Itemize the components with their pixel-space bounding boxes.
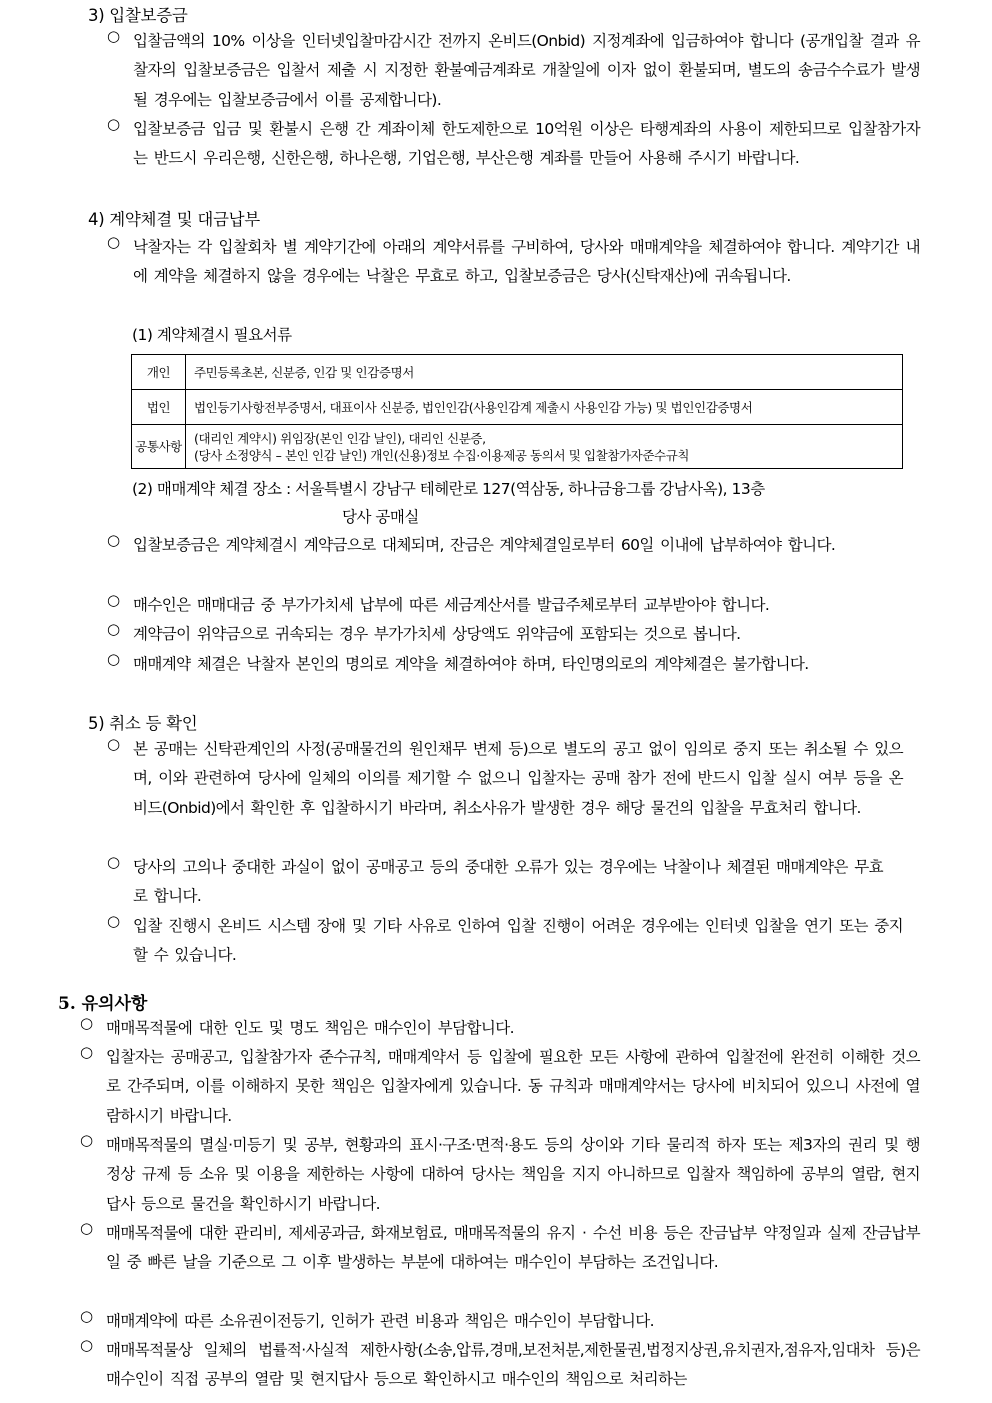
table-row xyxy=(132,425,903,469)
table-cell-value: 주민등록초본, 신분증, 인감 및 인감증명서 xyxy=(186,355,903,390)
bullet-circle-icon: ○ xyxy=(107,620,121,638)
bullet-circle-icon: ○ xyxy=(107,912,121,930)
bullet-circle-icon: ○ xyxy=(80,1043,94,1061)
bullet-circle-icon: ○ xyxy=(80,1307,94,1325)
table-cell-line: (대리인 계약시) 위임장(본인 인감 날인), 대리인 신분증, xyxy=(194,430,486,446)
table-cell-key: 공통사항 xyxy=(132,425,186,469)
table-cell-key: 개인 xyxy=(132,355,186,390)
sub-heading-required-docs: (1) 계약체결시 필요서류 xyxy=(132,326,292,344)
bullet-circle-icon: ○ xyxy=(80,1336,94,1354)
bullet-circle-icon: ○ xyxy=(107,853,121,871)
table-row xyxy=(132,355,903,390)
bullet-circle-icon: ○ xyxy=(107,650,121,668)
section-heading-contract: 4) 계약체결 및 대금납부 xyxy=(88,210,260,229)
contract-location: (2) 매매계약 체결 장소 : 서울특별시 강남구 테헤란로 127(역삼동, 하나금융그룹 강남사옥), 13층 xyxy=(132,480,765,498)
bullet-circle-icon: ○ xyxy=(80,1219,94,1237)
table-cell-value: 법인등기사항전부증명서, 대표이사 신분증, 법인인감(사용인감계 제출시 사용인감 가능) 및 법인인감증명서 xyxy=(186,390,903,425)
table-cell-line: (당사 소정양식 – 본인 인감 날인) 개인(신용)정보 수집·이용제공 동의서 및 입찰참가자준수규칙 xyxy=(194,447,690,463)
section-heading-bid-deposit: 3) 입찰보증금 xyxy=(88,6,188,25)
bullet-circle-icon: ○ xyxy=(107,735,121,753)
required-documents-table xyxy=(131,354,903,469)
bullet-circle-icon: ○ xyxy=(107,27,121,45)
bullet-circle-icon: ○ xyxy=(107,115,121,133)
table-cell-value xyxy=(186,425,903,469)
table-cell-key: 법인 xyxy=(132,390,186,425)
section-heading-cautions: 5. 유의사항 xyxy=(58,994,148,1014)
contract-location-room: 당사 공매실 xyxy=(342,508,419,526)
bullet-circle-icon: ○ xyxy=(80,1014,94,1032)
bullet-circle-icon: ○ xyxy=(80,1131,94,1149)
section-heading-cancellation: 5) 취소 등 확인 xyxy=(88,714,198,733)
bullet-circle-icon: ○ xyxy=(107,591,121,609)
bullet-circle-icon: ○ xyxy=(107,531,121,549)
bullet-circle-icon: ○ xyxy=(107,233,121,251)
table-row xyxy=(132,390,903,425)
